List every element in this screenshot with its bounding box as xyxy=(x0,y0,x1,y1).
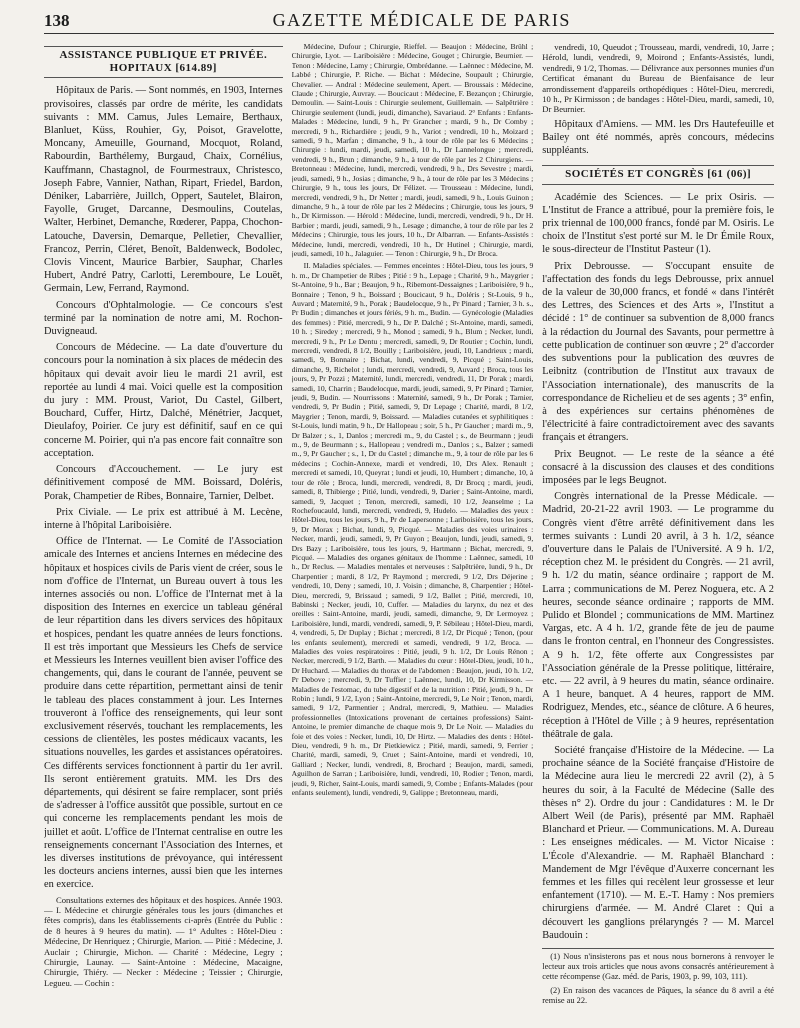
paragraph-consultations: Consultations externes des hôpitaux et des hospices. Année 1903. — I. Médecine et chirurgie générales tous les jours (dimanches et fêtes compris), dans les établissements ci-après (Entrée du Public : de 8 heures à 9 heures du matin). — 1° Adultes : Hôtel-Dieu : Médecine, Dr Henriquez ; Chirurgie, Marion. — Pitié : Médecine, J. Auclair ; Chirurgie, Michon. — Charité : Médecine, Legry ; Chirurgie, Launay. — Saint-Antoine : Médecine, Macaigne, Chirurgie, Thiéry. — Necker : Médecine ; Teissier ; Chirurgie, Legueu. — Cochin : xyxy=(44,894,283,988)
paragraph: Concours de Médecine. — La date d'ouverture du concours pour la nomination à six places de médecin des hôpitaux qui devait avoir lieu le mardi 21 avril, est reportée au lundi 4 mai. Voici quelle est la composition du jury : MM. Proust, Variot, Du Castel, Gilbert, Bouchard, Cuffer, Hirtz, Dalché, Ménétrier, Jacquet, Dieulafoy, Poirier. Ce jury est définitif, sauf en ce qui concerne M. Poirier, qui n'a pas encore fait connaître son acceptation. xyxy=(44,342,283,459)
column-2 xyxy=(292,42,534,1027)
column-1 xyxy=(44,42,283,1027)
footnotes xyxy=(542,948,774,1006)
paragraph: Congrès international de la Presse Médicale. — Madrid, 20-21-22 avril 1903. — Le programme du Congrès vient d'être arrêté définitivement dans les termes suivants : Lundi 20 avril, à 3 h. 1/2, séance d'ouverture dans le Palais de l'Université. A 9 h. 1/2, réception chez M. le président du Congrès. — 21 avril, 9 h. 1/2 du matin, séance ordinaire ; rapport de M. Larra ; communications de M. Perez Noguera, etc. A 2 heures, seconde séance ordinaire ; rapports de MM. Pulido et Blondel ; communications de MM. Martinez Vargas, etc. A 4 h. 1/2, grande fête de jeu de paume dans le fronton central, en l'honneur des Congressistes. A 9 h. 1/2, fête offerte aux Congressistes par l'Association générale de la Presse politique, littéraire, etc. — 22 avril, à 9 heures du matin, séance ordinaire. A 1 heure, banquet. A 4 heures, rapport de MM. Rodriguez, Mendes, etc., séance de clôture. A 6 heures, réception à l'Hôtel de Ville ; à 9 heures, représentation théâtrale de gala. xyxy=(542,491,774,740)
footnote: (2) En raison des vacances de Pâques, la séance du 8 avril a été remise au 22. xyxy=(542,985,774,1005)
paragraph-amiens: Hôpitaux d'Amiens. — MM. les Drs Hautefeuille et Bailey ont été nommés, après concours, médecins suppléants. xyxy=(542,118,774,157)
paragraph: Médecine, Dufour ; Chirurgie, Rieffel. — Beaujon : Médecine, Brühl ; Chirurgie, Lyot. — Lariboisière : Médecine, Gouget ; Chirurgie, Beurnier. — Tenon : Médecine, Lamy ; Chirurgie, Ombrédanne. — Laënnec : Médecine, M. Labbé ; Chirurgie, P. Riche. — Bichat : Médecine, Soupault ; Chirurgie, Chevalier. — Andral : Médecine seulement, Apert. — Broussais : Médecine, Claude ; Chirurgie, Auvray. — Boucicaut : Médecine, F. Bezançon ; Chirurgie, Demoulin. — Saint-Louis : Chirurgie seulement, Guillemain. — Salpêtrière : Chirurgie seulement (lundi, jeudi, dimanche), Savariaud. 2° Enfants : Enfants-Malades : Médecine, lundi, 9 h., Pr Grancher ; mardi, 9 h., Dr Comby ; mercredi, 9 h., Richardière ; jeudi, 9 h., Variot ; vendredi, 10 h., Moizard ; samedi, 9 h., Marfan ; dimanche, 9 h., à tour de rôle par les 6 Médecins ; Chirurgie : lundi, mardi, jeudi, samedi, 10 h., Dr Lannelongue ; mercredi, vendredi, 9 h., Brun ; dimanche, 9 h., à tour de rôle par les 2 Chirurgiens. — Bretonneau : Médecine, lundi, mercredi, vendredi, 9 h., Drs Sevestre ; mardi, jeudi, samedi, 9 h., Josias ; dimanche, 9 h., à tour de rôle par les 3 Médecins ; Chirurgie, 9 h., tous les jours, Dr Félizet. — Trousseau : Médecine, lundi, mercredi, vendredi, 9 h., Dr Netter ; mardi, jeudi, samedi, 9 h., Louis Guinon ; dimanche, 9 h., à tour de rôle par les 2 Médecins ; Chirurgie, tous les jours, 9 h., Dr Kirmisson. — Hérold : Médecine, lundi, mercredi, vendredi, 9 h., Dr H. Barbier ; mardi, jeudi, samedi, 9 h., Lesage ; dimanche, à tour de rôle par les 2 Médecins ; Chirurgie, tous les jours, 10 h., Dr Albarran. — Enfants-Assistés : Médecine, lundi, mercredi, vendredi, 10 h., Dr Hutinel ; Chirurgie, mardi, jeudi, samedi, 10 h., Jalaguier. — Tenon : Chirurgie, 9 h., Dr Broca. xyxy=(291,42,534,258)
paragraph: Concours d'Ophtalmologie. — Ce concours s'est terminé par la nomination de notre ami, M. Rochon-Duvigneaud. xyxy=(44,299,283,338)
paragraph: Concours d'Accouchement. — Le jury est définitivement composé de MM. Boissard, Doléris, Porak, Champetier de Ribes, Bonnaire, Tarnier, Delbet. xyxy=(44,464,283,502)
paragraph-continued: vendredi, 10, Queudot ; Trousseau, mardi, vendredi, 10, Jarre ; Hérold, lundi, vendredi, 9, Moirond ; Enfants-Assistés, lundi, vendredi, 9 1/2, Thomas. — Délivrance aux personnes munies d'un Certificat émanant du Bureau de Bienfaisance de leur arrondissement d'appareils orthopédiques : Hôtel-Dieu, mercredi, 10 h., Pr Kirmisson ; de bandages : Hôtel-Dieu, mardi, samedi, 10, Dr Beurnier. xyxy=(542,42,774,115)
paragraph: Académie des Sciences. — Le prix Osiris. — L'Institut de France a attribué, pour la première fois, le prix triennal de 100,000 francs, fondé par M. Osiris. Le choix de l'Institut s'est porté sur M. le Dr Émile Roux, le sous-directeur de l'Institut Pasteur (1). xyxy=(542,191,774,256)
paragraph: II. Maladies spéciales. — Femmes enceintes : Hôtel-Dieu, tous les jours, 9 h. m., Dr Champetier de Ribes ; Pitié : 9 h., Lepage ; Charité, 9 h., Maygrier ; St-Antoine, 9 h., Bar ; Beaujon, 9 h., Ribemont-Dessaignes ; Lariboisière, 9 h., Bonnaire ; Tenon, 9 h., Boissard ; Boucicaut, 9 h., Doléris ; St-Louis, 9 h., Auvard ; Maternité, 9 h., Porak ; Baudelocque, 9 h., Pr Pinard ; Tarnier, 3 h. s., Pr Budin ; dimanches et jours fériés, 9 h. m., Budin. — Gynécologie (Maladies des femmes) : Pitié, mercredi, 9 h., Dr P. Dalché ; St-Antoine, mardi, samedi, 10 h. ; Siredey ; mercredi, 9 h., Monod ; samedi, 9 h., Blum ; Necker, lundi, mercredi, 9 h., Pr Le Dentu ; mercredi, samedi, 9, Dr Routier ; Cochin, lundi, mercredi, vendredi, 8 1/2, Bouilly ; Lariboisière, jeudi, 10, Landrieux ; mardi, samedi, 9, Bonnaire ; Bichat, lundi, vendredi, 9, Picqué ; Saint-Louis, dimanche, 9, Richelot ; lundi, mercredi, vendredi, 9, Auvard ; Broca, tous les jours, 9, Pr Pozzi ; Maternité, lundi, mercredi, vendredi, 11, Dr Porak ; mardi, samedi, 10, Charrin ; Baudelocque, mardi, jeudi, samedi, 9, Pr Pinard ; Tarnier, jeudi, 9, Budin. — Nourrissons : Maternité, samedi, 9 h., Dr Porak ; Tarnier, vendredi, 9, Pr Budin ; Pitié, samedi, 9, Dr Lepage ; Charité, mardi, 8 1/2, Maygrier ; Tenon, mardi, 9, Boissard. — Maladies cutanées et syphilitiques : St-Louis, lundi matin, 9 h., Dr Hallopeau ; soir, 5 h., Pr Gaucher ; mardi m., 9, Dr Balzer ; s., 1, Danlos ; mercredi m., 9, du Castel ; s., de Beurmann ; jeudi m., 9, de Beurmann ; s., Hallopeau ; vendredi m., Danlos ; s., Balzer ; samedi m., 9, Pr Gaucher ; s., 1, Dr du Castel ; dimanche m., 9, à tour de rôle par les 6 médecins ; Cochin-Annexe, mardi et vendredi, 10, Drs Alex. Renault ; mercredi et samedi, 10, Queyrat ; lundi et jeudi, 10, Humbert ; dimanche, 10, à tour de rôle ; Broca, lundi, mercredi, vendredi, 8, Dr Brocq ; mardi, jeudi, samedi, 8, Thibierge ; Pitié, lundi, vendredi, 9, Darier ; Saint-Antoine, mardi, samedi, 9, Jacquet ; Tenon, mercredi, samedi, 10 1/2, Jeanselme ; La Rochefoucauld, lundi, mercredi, vendredi, 9, Hudelo. — Maladies des yeux : Hôtel-Dieu, tous les jours, 9 h., Pr de Lapersonne ; Lariboisière, tous les jours, 9, Dr Morax ; Bichat, lundi, 9, Picqué. — Maladies des voies urinaires : Necker, mardi, jeudi, samedi, 9, Pr Guyon ; Beaujon, lundi, jeudi, samedi, 9, Drs Bazy ; Lariboisière, tous les jours, 9, Hartmann ; Bichat, mercredi, 9, Picqué. — Maladies des organes génitaux de l'homme : Laënnec, samedi, 10 h., Dr Reclus. — Maladies mentales et nerveuses : Salpêtrière, lundi, 9 h., Dr Charpentier ; mardi, 8 1/2, Pr Raymond ; mercredi, 9 1/2, Drs Déjerine ; vendredi, 10, Deny ; samedi, 10, J. Voisin ; dimanche, 8, Charpentier ; Hôtel-Dieu, mercredi, 9, Brissaud ; samedi, 9 1/2, Ballet ; Pitié, mercredi, 10, Babinski ; Necker, jeudi, 10, Cuffer. — Maladies du larynx, du nez et des oreilles : Saint-Antoine, mardi, jeudi, samedi, dimanche, 9, Dr Lermoyez ; Lariboisière, lundi, mardi, vendredi, samedi, 9, P. Sébileau ; Hôtel-Dieu, mardi, 4, vendredi, 5, Dr Duplay ; Bichat ; mercredi, 8 1/2, Dr Picqué ; Tenon, (pour les enfants seulement), mercredi et samedi, vendredi, 9 1/2, Broca. — Maladies des voies respiratoires : Pitié, jeudi, 9 h. 1/2, Dr Louis Rénon ; Necker, mercredi, 9 1/2, Barth. — Maladies du cœur : Hôtel-Dieu, jeudi, 10 h., Dr Huchard. — Maladies du thorax et de l'abdomen : Beaujon, jeudi, 10 h. 1/2, Pr Debove ; mercredi, 9, Dr Tuffier ; Laënnec, lundi, 10, Dr Kirmisson. — Maladies de l'estomac, du tube digestif et de la nutrition : Pitié, jeudi, 9 h., Dr Robin ; lundi, 9 1/2, Lyon ; Saint-Antoine, mercredi, 9, Le Noir ; Tenon, mardi, samedi, 9 1/2, Parmentier ; Andral, mercredi, 9, Mathieu. — Maladies professionnelles (Intoxications provenant de certaines professions) Saint-Antoine, le premier dimanche de chaque mois 9, Dr Le Noir. — Maladies du foie et des voies : Necker, lundi, 10, Dr Hirtz. — Maladies des dents : Hôtel-Dieu, vendredi, 9 h. m., Dr Pietkiewicz ; Pitié, mardi, samedi, 9, Ferrier ; Charité, mardi, samedi, 9, Cruet ; Saint-Antoine, mardi et vendredi, 10, Galliard ; Necker, lundi, vendredi, 8, Brochard ; Beaujon, mardi, samedi, Aguilhon de Sarran ; Lariboisière, lundi, vendredi, 10, Rodier ; Tenon, mardi, jeudi, 9, Richer, Saint-Louis, mardi samedi, 9, Combe ; Enfants-Malades (pour enfants seulement), lundi, vendredi, 9, Galippe ; Bretonneau, mardi, xyxy=(291,261,534,798)
paragraph: Prix Debrousse. — S'occupant ensuite de l'affectation des fonds du legs Debrousse, prix annuel de la valeur de 30,000 francs, et fondé « dans l'intérêt des Lettres, des Sciences et des Arts », l'Institut a décidé : 1° de continuer sa subvention de 8,000 francs à la rédaction du Journal des Savants, pour permettre à cette publication de continuer son œuvre ; 2° d'accorder des subventions pour la publication des œuvres de Leibnitz (contribution de l'Institut aux travaux de l'Association internationale), des manuscrits de la correspondance de Richelieu et de ses agents ; 3° enfin, à des expériences sur certains phénomènes de l'électricité à faire contradictoirement avec des savants français et étrangers. xyxy=(542,260,774,444)
page-header xyxy=(44,10,774,34)
journal-title: GAZETTE MÉDICALE DE PARIS xyxy=(272,10,571,30)
paragraph: Hôpitaux de Paris. — Sont nommés, en 1903, Internes provisoires, classés par ordre de mérite, les candidats suivants : MM. Camus, Jules Lemaire, Berthaux, Blanluet, Küss, Rouhier, Gy, Poisot, Gravelotte, Moncany, Ameuille, Gournand, Mocquot, Roland, Rabourdin, Barthélemy, Burgaud, Chaix, Cornélius, Kauffmann, Chastagnol, de Fourmestraux, Christesco, Joseph Fabre, Vannier, Nathan, Ripart, Friedel, Bardon, Déniker, Labarrière, Juillch, Oppert, Sautelet, Blairon, Fayolle, Gruget, Darcanne, Desmoulins, Coutelas, Walter, Herbinet, Demanche, Rœderer, Pappa, Chochon-Latouche, Daversin, Demarque, Pelletier, Chevallier, Francoz, Perrin, Cléret, Benoît, Baldenweck, Bodolec, Clovis Vincent, Maurice Barbier, Sauphar, Charles Hubert, André Patry, Carlotti, Lerembourе, Le Louët, Germain, Lew, Ferrand, Raymond. xyxy=(44,85,283,295)
paragraph: Prix Civiale. — Le prix est attribué à M. Lecène, interne à l'hôpital Lariboisière. xyxy=(44,506,283,531)
footnote: (1) Nous n'insisterons pas et nous nous bornerons à renvoyer le lecteur aux trois articles que nous avons consacrés antérieurement à cette récompense (Gaz. méd. de Paris, 1903, p. 99, 103, 111). xyxy=(542,952,774,982)
paragraph: Société française d'Histoire de la Médecine. — La prochaine séance de la Société française d'Histoire de la Médecine aura lieu le mercredi 22 avril (2), à 5 heures du soir, à la Faculté de Médecine (Salle des thèses n° 2). Ordre du jour : Candidatures : M. le Dr Albert Weil (de Paris), présenté par MM. Raphaël Blanchard et Prieur. — Communications. M. A. Dureau : Les enseignes médicales. — M. Victor Nicaise : L'École d'Alexandrie. — M. Raphaël Blanchard : Mandement de Mgr l'évêque d'Auxerre concernant les femmes et les filles qui recèlent leur grossesse et leur enfantement (1710). — M. E.-T. Hamy : Nos premiers chirurgiens d'armée. — M. André Claret : Qui a découvert les ganglions prélaryngés ? — M. Marcel Baudouin : xyxy=(542,744,774,941)
section-title-societes: SOCIÉTÉS ET CONGRÈS [61 (06)] xyxy=(542,165,774,184)
paragraph: Office de l'Internat. — Le Comité de l'Association amicale des Internes et anciens Internes en médecine des hôpitaux et hospices civils de Paris vient de créer, sous le nom d'office de l'Internat, un Bureau ouvert à tous les internes associés ou non. L'office de l'Internat met à la disposition des Internes en exercice un tableau général de leur répartition dans les divers services des hôpitaux et hospices, pendant les quatre années de leurs fonctions. Il est très important que Messieurs les Chefs de service et Messieurs les Internes veuillent bien aviser l'office des changements, qui, dans le courant de l'année, peuvent se produire dans cette répartition, permettant ainsi de tenir le tableau des places constamment à jour. Les Internes trouveront à l'office des renseignements, qui leur sont exclusivement réservés, touchant les remplacements, les cessions de clientèles, les postes médicaux vacants, les situations nouvelles, les gardes et assistances opératoires. Ces différents services fonctionnent à partir du 1er avril. Ils seront entièrement gratuits. MM. les Drs des départements, qui désirent se faire remplacer, sont priés de s'adresser à l'office aussitôt que possible, surtout en ce qui concerne les remplacements pendant les mois de juillet et août. L'office de l'Internat centralise en outre les renseignements concernant l'Association des Internes, et les diverses institutions de prévoyance, qui intéressent les docteurs anciens internes, aussi bien que les internes en exercice. xyxy=(44,536,283,891)
section-title-assistance: ASSISTANCE PUBLIQUE ET PRIVÉE. HOPITAUX [614.89] xyxy=(44,46,283,78)
column-3 xyxy=(542,42,774,1027)
paragraph: Prix Beugnot. — Le reste de la séance a été consacré à la discussion des clauses et des conditions imposées par le legs Beugnot. xyxy=(542,448,774,486)
page-number: 138 xyxy=(44,11,70,30)
columns xyxy=(44,42,774,1027)
